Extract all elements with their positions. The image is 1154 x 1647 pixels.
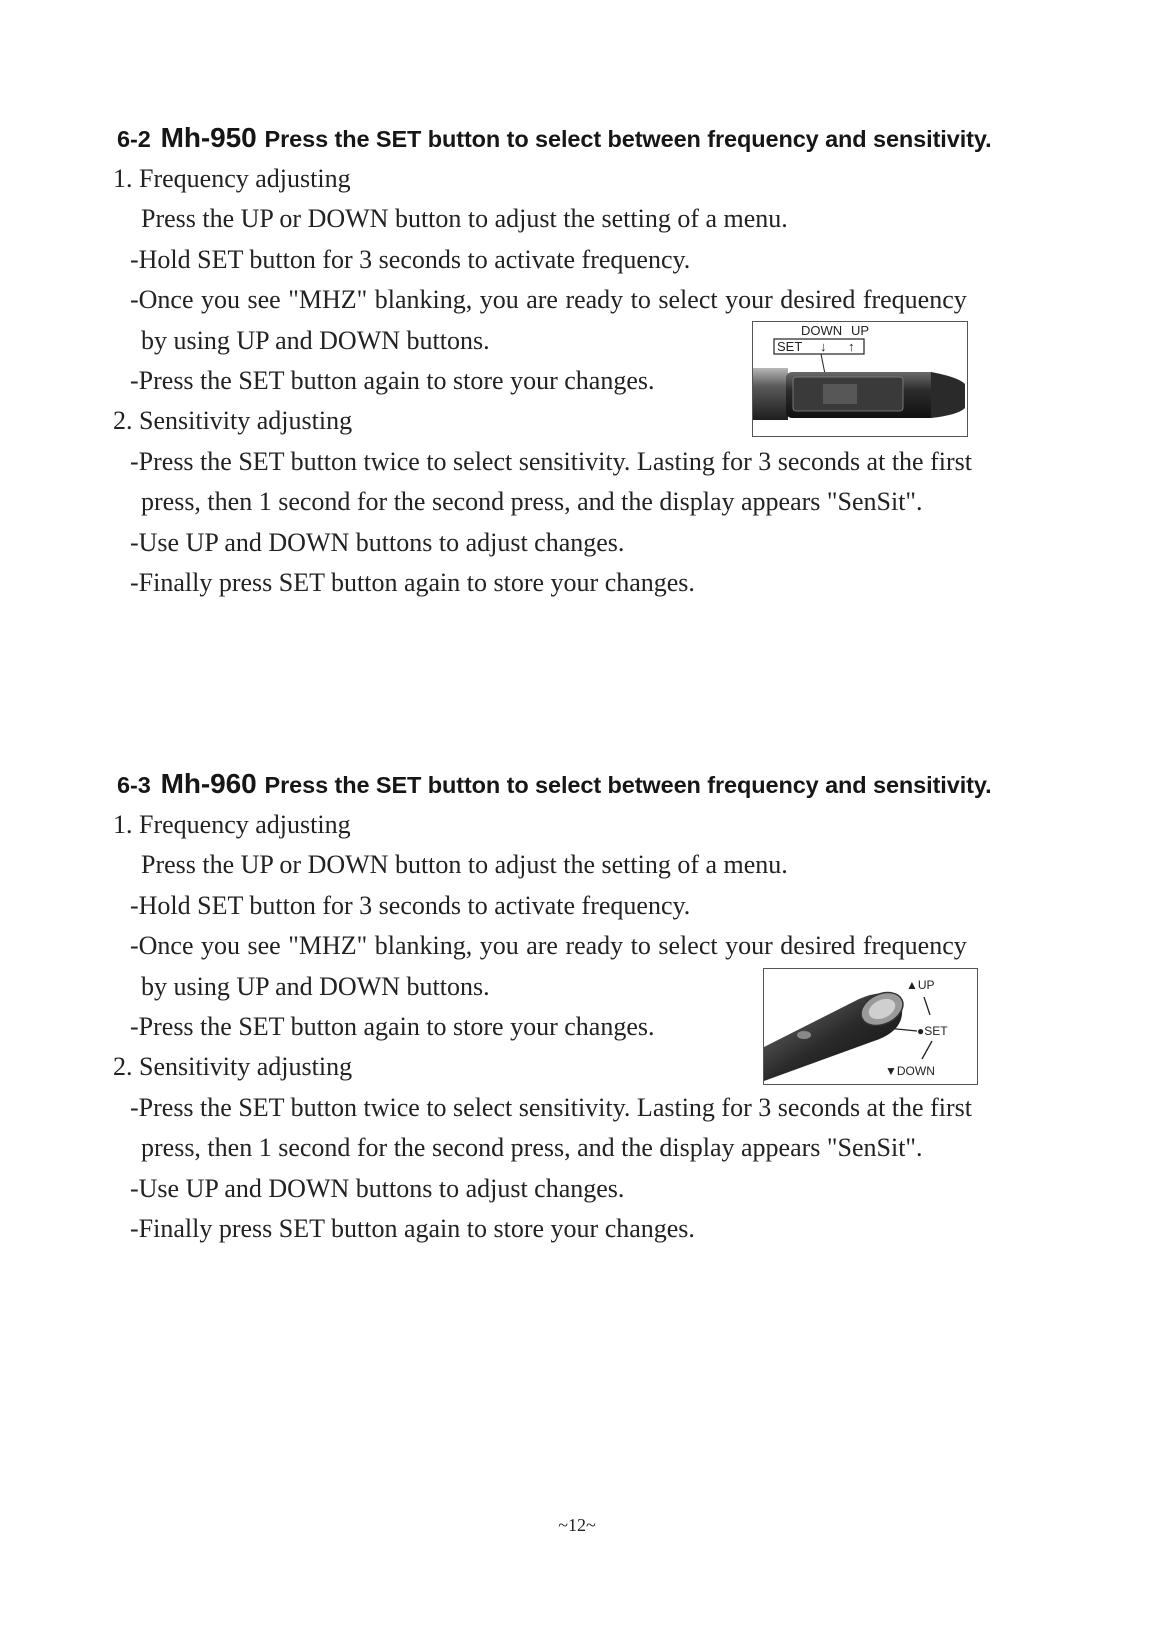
microphone-head (931, 372, 965, 418)
list-item: by using UP and DOWN buttons. (141, 326, 490, 355)
down-label: DOWN (801, 323, 843, 338)
section-number: 6-3 (117, 772, 151, 798)
list-item: -Press the SET button twice to select sensitivity. Lasting for 3 seconds at the first (130, 447, 972, 476)
lcd-display (823, 384, 857, 404)
list-item: 1. Frequency adjusting (113, 810, 351, 839)
list-item: -Press the SET button again to store your changes. (130, 1012, 655, 1041)
list-item: -Use UP and DOWN buttons to adjust changes. (130, 1174, 625, 1203)
section-6-2-heading (117, 122, 992, 154)
up-label: UP (851, 323, 870, 338)
list-item: -Finally press SET button again to store your changes. (130, 568, 695, 597)
list-item: -Once you see "MHZ" blanking, you are ready to select your desired frequency (130, 285, 967, 314)
down-pointer-line (922, 1041, 932, 1059)
section-title: Press the SET button to select between frequency and sensitivity. (264, 772, 992, 798)
list-item: -Once you see "MHZ" blanking, you are ready to select your desired frequency (130, 931, 967, 960)
section-number: 6-2 (117, 126, 151, 152)
list-item: -Use UP and DOWN buttons to adjust changes. (130, 528, 625, 557)
page-number: ~12~ (558, 1515, 596, 1535)
mh960-microphone-figure (763, 968, 978, 1085)
down-label: ▼DOWN (885, 1064, 935, 1078)
pointer-line (821, 354, 825, 374)
up-pointer-line (924, 997, 930, 1015)
list-item: 2. Sensitivity adjusting (113, 1052, 353, 1081)
set-label: SET (777, 339, 803, 354)
list-item: -Finally press SET button again to store your changes. (130, 1214, 695, 1243)
up-label: ▲UP (906, 978, 935, 992)
list-item: -Press the SET button twice to select sensitivity. Lasting for 3 seconds at the first (130, 1093, 972, 1122)
list-item: Press the UP or DOWN button to adjust the setting of a menu. (141, 204, 788, 233)
set-label: ●SET (917, 1024, 948, 1038)
list-item: -Hold SET button for 3 seconds to activate frequency. (130, 245, 691, 274)
list-item: press, then 1 second for the second press, and the display appears "SenSit". (141, 487, 923, 516)
model-name: Mh-960 (160, 768, 257, 799)
list-item: -Press the SET button again to store your changes. (130, 366, 655, 395)
model-name: Mh-950 (160, 122, 257, 153)
list-item: 1. Frequency adjusting (113, 164, 351, 193)
list-item: -Hold SET button for 3 seconds to activate frequency. (130, 891, 691, 920)
microphone-illustration (753, 322, 967, 436)
list-item: by using UP and DOWN buttons. (141, 972, 490, 1001)
down-arrow-icon: ↓ (820, 339, 827, 354)
list-item: 2. Sensitivity adjusting (113, 406, 353, 435)
section-title: Press the SET button to select between frequency and sensitivity. (264, 126, 992, 152)
up-arrow-icon: ↑ (848, 339, 855, 354)
microphone-handle (753, 368, 788, 420)
list-item: press, then 1 second for the second press, and the display appears "SenSit". (141, 1133, 923, 1162)
mh950-microphone-figure (752, 321, 968, 437)
section-6-3-heading (117, 768, 992, 800)
microphone-illustration (764, 969, 977, 1084)
control-button (797, 1031, 811, 1039)
list-item: Press the UP or DOWN button to adjust the setting of a menu. (141, 850, 788, 879)
